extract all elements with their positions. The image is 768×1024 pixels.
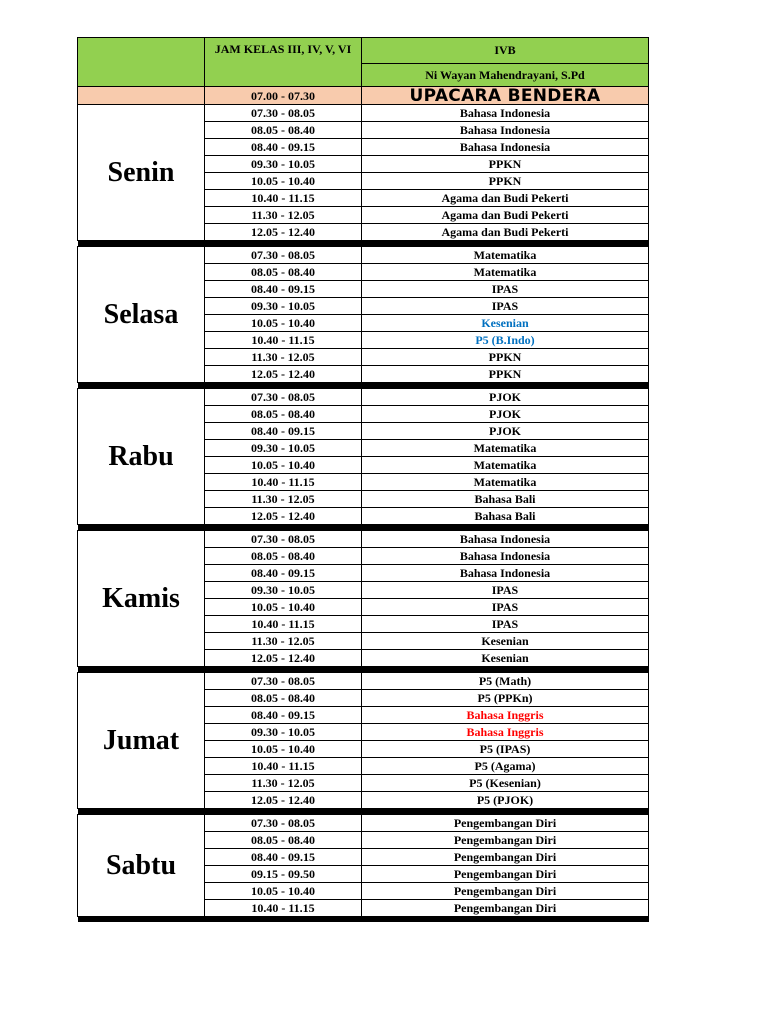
- header-row: [78, 38, 649, 64]
- ceremony-row: [78, 87, 649, 105]
- slot-subject: P5 (IPAS): [362, 741, 649, 758]
- day-label-jumat: Jumat: [78, 673, 205, 809]
- slot-time: 10.05 - 10.40: [205, 741, 362, 758]
- slot-subject: Bahasa Inggris: [362, 707, 649, 724]
- slot-time: 10.05 - 10.40: [205, 599, 362, 616]
- slot-time: 09.30 - 10.05: [205, 440, 362, 457]
- schedule-row: [78, 531, 649, 548]
- slot-subject: Bahasa Bali: [362, 508, 649, 525]
- slot-time: 08.40 - 09.15: [205, 139, 362, 156]
- slot-subject: IPAS: [362, 599, 649, 616]
- day-label-kamis: Kamis: [78, 531, 205, 667]
- schedule-row: [78, 673, 649, 690]
- schedule-sheet: [77, 37, 648, 922]
- header-teacher: Ni Wayan Mahendrayani, S.Pd: [362, 63, 649, 86]
- slot-time: 10.05 - 10.40: [205, 883, 362, 900]
- slot-time: 08.05 - 08.40: [205, 406, 362, 423]
- slot-subject: P5 (B.Indo): [362, 332, 649, 349]
- slot-time: 07.30 - 08.05: [205, 389, 362, 406]
- slot-subject: P5 (PJOK): [362, 792, 649, 809]
- slot-time: 10.40 - 11.15: [205, 332, 362, 349]
- slot-time: 08.40 - 09.15: [205, 565, 362, 582]
- day-separator: [78, 917, 649, 923]
- slot-subject: IPAS: [362, 281, 649, 298]
- slot-time: 08.40 - 09.15: [205, 423, 362, 440]
- ceremony-label: UPACARA BENDERA: [362, 87, 649, 105]
- slot-subject: Bahasa Bali: [362, 491, 649, 508]
- header-time-label: JAM KELAS III, IV, V, VI: [205, 38, 362, 87]
- slot-subject: Pengembangan Diri: [362, 866, 649, 883]
- slot-time: 10.05 - 10.40: [205, 173, 362, 190]
- slot-time: 09.30 - 10.05: [205, 156, 362, 173]
- slot-time: 09.30 - 10.05: [205, 724, 362, 741]
- slot-subject: PPKN: [362, 349, 649, 366]
- slot-subject: P5 (Math): [362, 673, 649, 690]
- slot-time: 07.30 - 08.05: [205, 247, 362, 264]
- slot-time: 12.05 - 12.40: [205, 366, 362, 383]
- slot-time: 08.40 - 09.15: [205, 849, 362, 866]
- slot-time: 08.05 - 08.40: [205, 690, 362, 707]
- day-label-rabu: Rabu: [78, 389, 205, 525]
- slot-time: 08.05 - 08.40: [205, 264, 362, 281]
- slot-time: 10.40 - 11.15: [205, 474, 362, 491]
- slot-time: 10.05 - 10.40: [205, 457, 362, 474]
- slot-time: 07.30 - 08.05: [205, 673, 362, 690]
- schedule-row: [78, 389, 649, 406]
- day-label-senin: Senin: [78, 105, 205, 241]
- day-label-sabtu: Sabtu: [78, 815, 205, 917]
- slot-time: 09.15 - 09.50: [205, 866, 362, 883]
- slot-subject: Bahasa Indonesia: [362, 122, 649, 139]
- slot-time: 10.40 - 11.15: [205, 616, 362, 633]
- slot-subject: PJOK: [362, 406, 649, 423]
- slot-time: 11.30 - 12.05: [205, 633, 362, 650]
- slot-time: 08.40 - 09.15: [205, 281, 362, 298]
- day-label-selasa: Selasa: [78, 247, 205, 383]
- slot-time: 08.05 - 08.40: [205, 832, 362, 849]
- slot-subject: P5 (Agama): [362, 758, 649, 775]
- header-corner-cell: [78, 38, 205, 87]
- slot-time: 07.30 - 08.05: [205, 815, 362, 832]
- slot-subject: Bahasa Indonesia: [362, 565, 649, 582]
- slot-subject: Bahasa Indonesia: [362, 548, 649, 565]
- slot-subject: Matematika: [362, 247, 649, 264]
- slot-subject: PJOK: [362, 389, 649, 406]
- schedule-row: [78, 815, 649, 832]
- slot-time: 11.30 - 12.05: [205, 207, 362, 224]
- slot-subject: Matematika: [362, 457, 649, 474]
- slot-subject: Bahasa Inggris: [362, 724, 649, 741]
- slot-time: 07.30 - 08.05: [205, 531, 362, 548]
- slot-time: 10.40 - 11.15: [205, 758, 362, 775]
- slot-time: 10.05 - 10.40: [205, 315, 362, 332]
- slot-time: 12.05 - 12.40: [205, 792, 362, 809]
- slot-subject: Agama dan Budi Pekerti: [362, 207, 649, 224]
- slot-subject: PPKN: [362, 156, 649, 173]
- slot-subject: Pengembangan Diri: [362, 883, 649, 900]
- slot-subject: Matematika: [362, 264, 649, 281]
- schedule-row: [78, 105, 649, 122]
- slot-subject: Kesenian: [362, 315, 649, 332]
- slot-subject: PPKN: [362, 173, 649, 190]
- slot-subject: IPAS: [362, 298, 649, 315]
- header-class-name: IVB: [362, 38, 649, 64]
- slot-subject: Agama dan Budi Pekerti: [362, 224, 649, 241]
- ceremony-empty-cell: [78, 87, 205, 105]
- slot-time: 12.05 - 12.40: [205, 508, 362, 525]
- slot-time: 07.30 - 08.05: [205, 105, 362, 122]
- slot-subject: Agama dan Budi Pekerti: [362, 190, 649, 207]
- slot-time: 08.05 - 08.40: [205, 548, 362, 565]
- slot-time: 11.30 - 12.05: [205, 491, 362, 508]
- slot-subject: PJOK: [362, 423, 649, 440]
- slot-time: 12.05 - 12.40: [205, 650, 362, 667]
- slot-time: 12.05 - 12.40: [205, 224, 362, 241]
- slot-time: 10.40 - 11.15: [205, 900, 362, 917]
- slot-subject: Pengembangan Diri: [362, 832, 649, 849]
- slot-subject: Bahasa Indonesia: [362, 105, 649, 122]
- slot-subject: Kesenian: [362, 650, 649, 667]
- slot-subject: Bahasa Indonesia: [362, 139, 649, 156]
- slot-subject: P5 (PPKn): [362, 690, 649, 707]
- slot-time: 11.30 - 12.05: [205, 775, 362, 792]
- slot-subject: Kesenian: [362, 633, 649, 650]
- slot-time: 09.30 - 10.05: [205, 298, 362, 315]
- slot-time: 08.05 - 08.40: [205, 122, 362, 139]
- ceremony-time: 07.00 - 07.30: [205, 87, 362, 105]
- slot-subject: Matematika: [362, 474, 649, 491]
- slot-time: 08.40 - 09.15: [205, 707, 362, 724]
- slot-subject: Pengembangan Diri: [362, 815, 649, 832]
- schedule-table: [77, 37, 649, 922]
- slot-subject: Pengembangan Diri: [362, 849, 649, 866]
- slot-subject: Matematika: [362, 440, 649, 457]
- slot-subject: Bahasa Indonesia: [362, 531, 649, 548]
- schedule-row: [78, 247, 649, 264]
- slot-subject: IPAS: [362, 582, 649, 599]
- slot-subject: P5 (Kesenian): [362, 775, 649, 792]
- slot-time: 11.30 - 12.05: [205, 349, 362, 366]
- slot-time: 09.30 - 10.05: [205, 582, 362, 599]
- slot-subject: IPAS: [362, 616, 649, 633]
- day-separator-bar: [78, 917, 649, 923]
- slot-subject: PPKN: [362, 366, 649, 383]
- slot-time: 10.40 - 11.15: [205, 190, 362, 207]
- slot-subject: Pengembangan Diri: [362, 900, 649, 917]
